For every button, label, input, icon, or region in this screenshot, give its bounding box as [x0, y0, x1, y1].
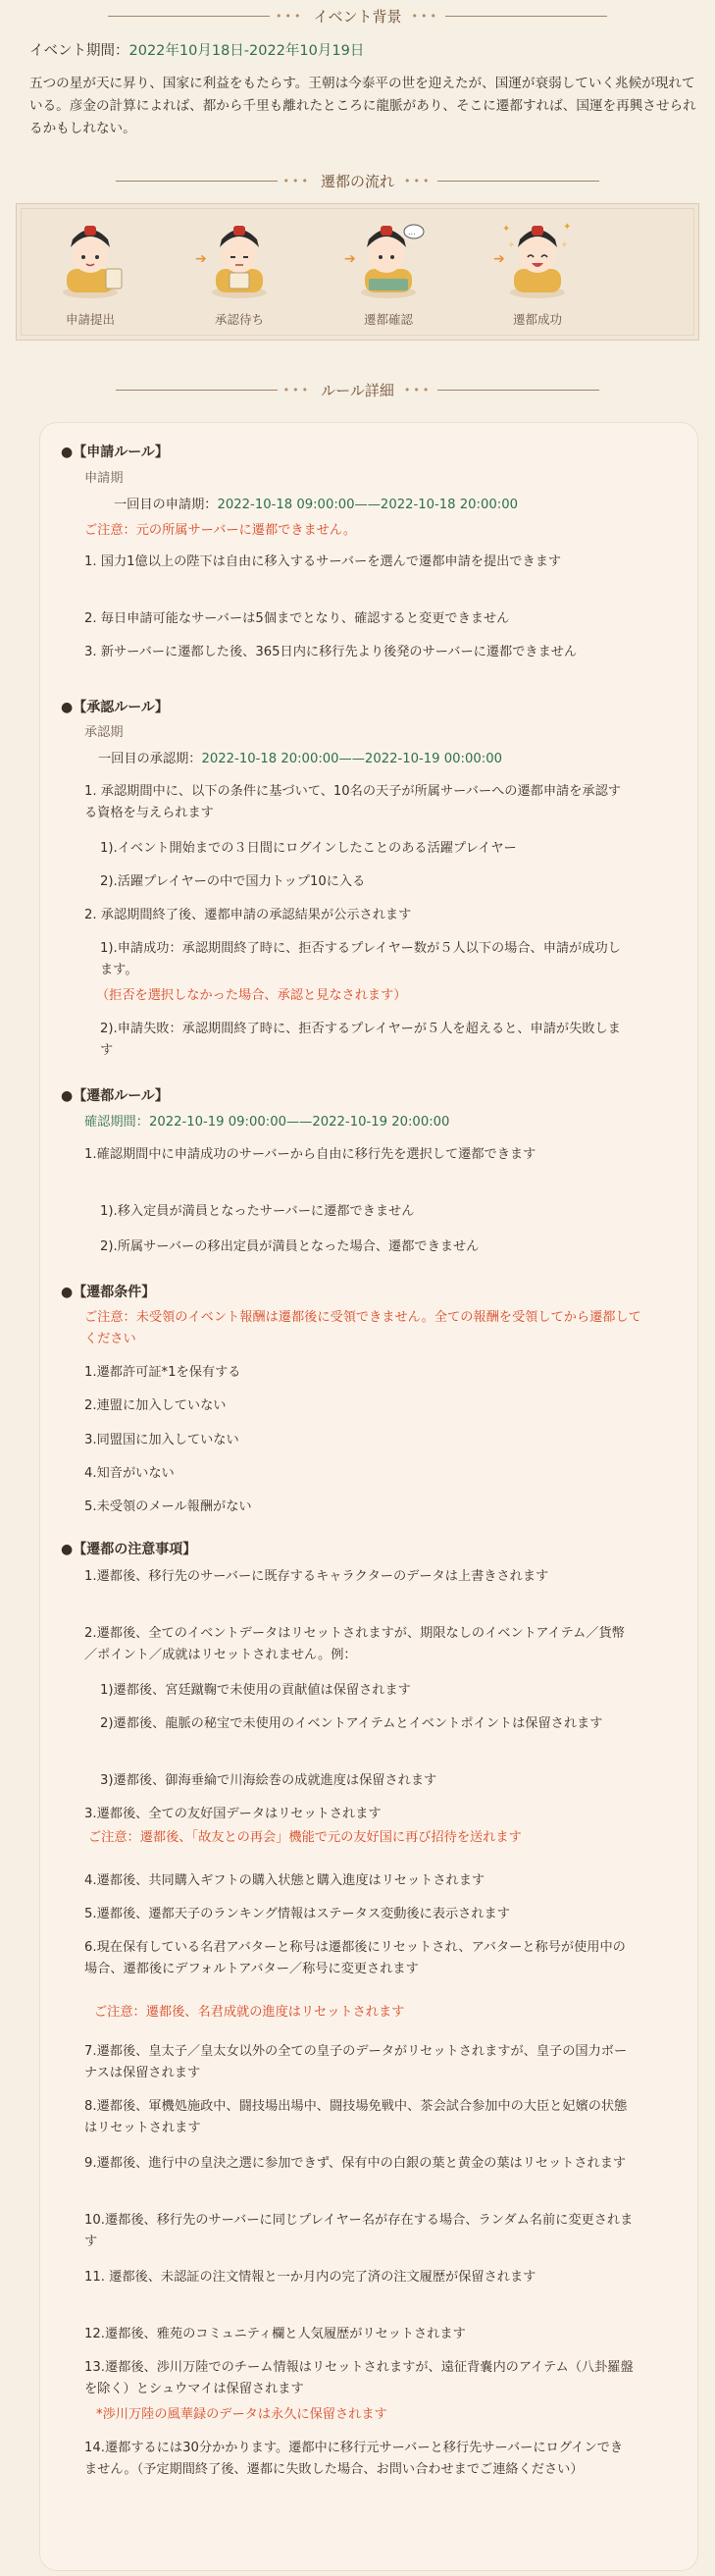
condition-item: 2.連盟に加入していない — [84, 1398, 227, 1413]
section-title: 遷都の流れ — [320, 172, 394, 190]
notes-warning: *渉川万陸の風華録のデータは永久に保留されます — [96, 2407, 387, 2422]
emperor-writing-icon — [51, 218, 129, 300]
divider — [445, 16, 607, 17]
apply-period — [114, 495, 518, 516]
notes-item: 14.遷都するには30分かかります。遷都中に移行元サーバーと移行先サーバーにログインできません。（予定期間終了後、遷都に失敗した場合、お問い合わせまでご連絡ください） — [84, 2441, 624, 2477]
apply-item: 3. 新サーバーに遷都した後、365日内に移行先より後発のサーバーに遷都できません — [84, 645, 578, 659]
notes-item: 1.遷都後、移行先のサーバーに既存するキャラクターのデータは上書きされます — [84, 1569, 549, 1584]
svg-text:✦: ✦ — [563, 222, 572, 233]
dots-ornament: ••• — [282, 383, 312, 396]
dots-ornament: ••• — [411, 9, 439, 23]
approve-period-value: 2022-10-18 20:00:00——2022-10-19 00:00:00 — [201, 752, 502, 766]
notes-item-sub: 3)遷都後、御海垂綸で川海絵巻の成就進度は保留されます — [100, 1773, 437, 1788]
notes-item: 12.遷都後、雅苑のコミュニティ欄と人気履歴がリセットされます — [84, 2327, 466, 2341]
apply-note: ご注意：元の所属サーバーに遷都できません。 — [84, 523, 357, 538]
divider — [108, 16, 270, 17]
condition-item: 3.同盟国に加入していない — [84, 1433, 239, 1447]
dots-ornament: ••• — [403, 383, 433, 396]
dots-ornament: ••• — [282, 174, 311, 187]
approve-period — [98, 749, 502, 770]
approve-period-label: 一回目の承認期： — [98, 752, 202, 766]
notes-item: 3.遷都後、全ての友好国データはリセットされます — [84, 1807, 382, 1821]
emperor-waiting-icon — [200, 218, 279, 300]
dots-ornament: ••• — [404, 174, 433, 187]
event-period — [29, 39, 364, 60]
divider — [437, 390, 599, 391]
notes-item: 2.遷都後、全てのイベントデータはリセットされますが、期限なしのイベントアイテム／貨幣／ポイント／成就はリセットされません。例： — [84, 1626, 625, 1662]
divider — [116, 390, 278, 391]
flow-step-label: 申請提出 — [65, 312, 115, 327]
move-item: 1.確認期間中に申請成功のサーバーから自由に移行先を選択して遷都できます — [84, 1147, 536, 1162]
event-period-label: イベント期間： — [29, 43, 129, 59]
conditions-note: ご注意：未受領のイベント報酬は遷都後に受領できません。全ての報酬を受領してから遷都してください — [84, 1310, 641, 1346]
section-header-background — [0, 4, 715, 27]
svg-text:...: ... — [408, 228, 416, 237]
flow-step-success — [484, 218, 591, 328]
svg-text:✧: ✧ — [561, 240, 568, 249]
notes-item: 4.遷都後、共同購入ギフトの購入状態と購入進度はリセットされます — [84, 1873, 485, 1888]
divider — [116, 181, 278, 182]
notes-item-sub: 1)遷都後、宮廷蹴鞠で未使用の貢献値は保留されます — [100, 1683, 411, 1698]
approve-item-sub: 1).申請成功：承認期間終了時に、拒否するプレイヤー数が５人以下の場合、申請が成功します。 — [100, 941, 621, 977]
move-period-label: 確認期間： — [84, 1115, 149, 1130]
notes-heading: ●【遷都の注意事項】 — [61, 1542, 197, 1557]
flow-step-label: 遷都確認 — [363, 312, 413, 327]
notes-item: 9.遷都後、進行中の皇決之選に参加できず、保有中の白銀の葉と黄金の葉はリセットされます — [84, 2156, 627, 2171]
move-item-sub: 1).移入定員が満員となったサーバーに遷都できません — [100, 1204, 415, 1219]
arrow-right-icon: ➔ — [195, 251, 207, 267]
flow-step-apply — [36, 218, 144, 328]
emperor-thinking-icon — [349, 218, 428, 300]
divider — [437, 181, 599, 182]
apply-item: 1. 国力1億以上の陛下は自由に移入するサーバーを選んで遷都申請を提出できます — [84, 554, 562, 569]
approve-note: （拒否を選択しなかった場合、承認と見なされます） — [96, 988, 407, 1003]
notes-item: 10.遷都後、移行先のサーバーに同じプレイヤー名が存在する場合、ランダム名前に変更されます — [84, 2213, 634, 2249]
apply-rules-heading: ●【申請ルール】 — [61, 445, 169, 460]
apply-item: 2. 毎日申請可能なサーバーは5個までとなり、確認すると変更できません — [84, 611, 510, 626]
move-period-value: 2022-10-19 09:00:00——2022-10-19 20:00:00 — [148, 1115, 450, 1130]
approve-rules-heading: ●【承認ルール】 — [61, 700, 169, 715]
condition-item: 5.未受領のメール報酬がない — [84, 1499, 252, 1514]
move-period — [84, 1112, 449, 1133]
notes-item: 7.遷都後、皇太子／皇太女以外の全ての皇子のデータがリセットされますが、皇子の国力ボーナスは保留されます — [84, 2044, 628, 2080]
event-period-value: 2022年10月18日-2022年10月19日 — [128, 43, 365, 59]
apply-period-label: 一回目の申請期： — [114, 498, 218, 512]
flow-step-label: 承認待ち — [214, 312, 264, 327]
notes-item: 5.遷都後、遷都天子のランキング情報はステータス変動後に表示されます — [84, 1907, 510, 1921]
conditions-heading: ●【遷都条件】 — [61, 1285, 156, 1300]
flow-step-confirm — [334, 218, 442, 328]
notes-item: 6.現在保有している名君アバターと称号は遷都後にリセットされ、アバターと称号が使用中の場合、遷都後にデフォルトアバター／称号に変更されます — [84, 1940, 626, 1976]
approve-item-sub: 1).イベント開始までの３日間にログインしたことのある活躍プレイヤー — [100, 841, 517, 856]
dots-ornament: ••• — [276, 9, 304, 23]
arrow-right-icon: ➔ — [344, 251, 356, 267]
apply-period-value: 2022-10-18 09:00:00——2022-10-18 20:00:00 — [217, 498, 518, 512]
apply-period-title: 申請期 — [84, 471, 124, 486]
notes-warning: ご注意：遷都後、「故友との再会」機能で元の友好国に再び招待を送れます — [88, 1830, 522, 1845]
section-header-flow — [0, 169, 715, 192]
flow-step-waiting — [185, 218, 293, 328]
move-item-sub: 2).所属サーバーの移出定員が満員となった場合、遷都できません — [100, 1239, 480, 1254]
approve-item-sub: 2).活躍プレイヤーの中で国力トップ10に入る — [100, 874, 366, 889]
notes-item: 11. 遷都後、未認証の注文情報と一か月内の完了済の注文履歴が保留されます — [84, 2270, 536, 2285]
move-rules-heading: ●【遷都ルール】 — [61, 1088, 169, 1104]
flow-step-label: 遷都成功 — [512, 312, 562, 327]
approve-item-sub: 2).申請失敗：承認期間終了時に、拒否するプレイヤーが５人を超えると、申請が失敗します — [100, 1022, 621, 1058]
condition-item: 4.知音がいない — [84, 1466, 175, 1481]
svg-text:✧: ✧ — [508, 240, 515, 249]
section-title: イベント背景 — [313, 7, 402, 26]
notes-warning: ご注意：遷都後、名君成就の進度はリセットされます — [94, 2005, 405, 2020]
emperor-celebrating-icon — [498, 218, 577, 300]
section-title: ルール詳細 — [321, 381, 394, 399]
rules-panel — [39, 422, 698, 2571]
notes-item-sub: 2)遷都後、龍脈の秘宝で未使用のイベントアイテムとイベントポイントは保留されます — [100, 1716, 603, 1731]
arrow-right-icon: ➔ — [493, 251, 505, 267]
svg-text:✦: ✦ — [502, 224, 511, 235]
approve-item: 1. 承認期間中に、以下の条件に基づいて、10名の天子が所属サーバーへの遷都申請を承認する資格を与えられます — [84, 784, 621, 820]
section-header-rules — [0, 378, 715, 401]
notes-item: 8.遷都後、軍機処施政中、闘技場出場中、闘技場免戦中、茶会試合参加中の大臣と妃嬪の状態はリセットされます — [84, 2099, 628, 2135]
approve-item: 2. 承認期間終了後、遷都申請の承認結果が公示されます — [84, 908, 412, 922]
intro-text: 五つの星が天に昇り、国家に利益をもたらす。王朝は今泰平の世を迎えたが、国運が衰弱していく兆候が現れている。彦金の計算によれば、都から千里も離れたところに龍脈があり、そこに遷都すれば、国運を再興させられるかもしれない。 — [29, 76, 696, 136]
notes-item: 13.遷都後、渉川万陸でのチーム情報はリセットされますが、遠征背嚢内のアイテム（八卦羅盤を除く）とシュウマイは保留されます — [84, 2360, 634, 2396]
flow-panel — [16, 203, 699, 341]
approve-period-title: 承認期 — [84, 725, 124, 740]
condition-item: 1.遷都許可証*1を保有する — [84, 1365, 241, 1380]
